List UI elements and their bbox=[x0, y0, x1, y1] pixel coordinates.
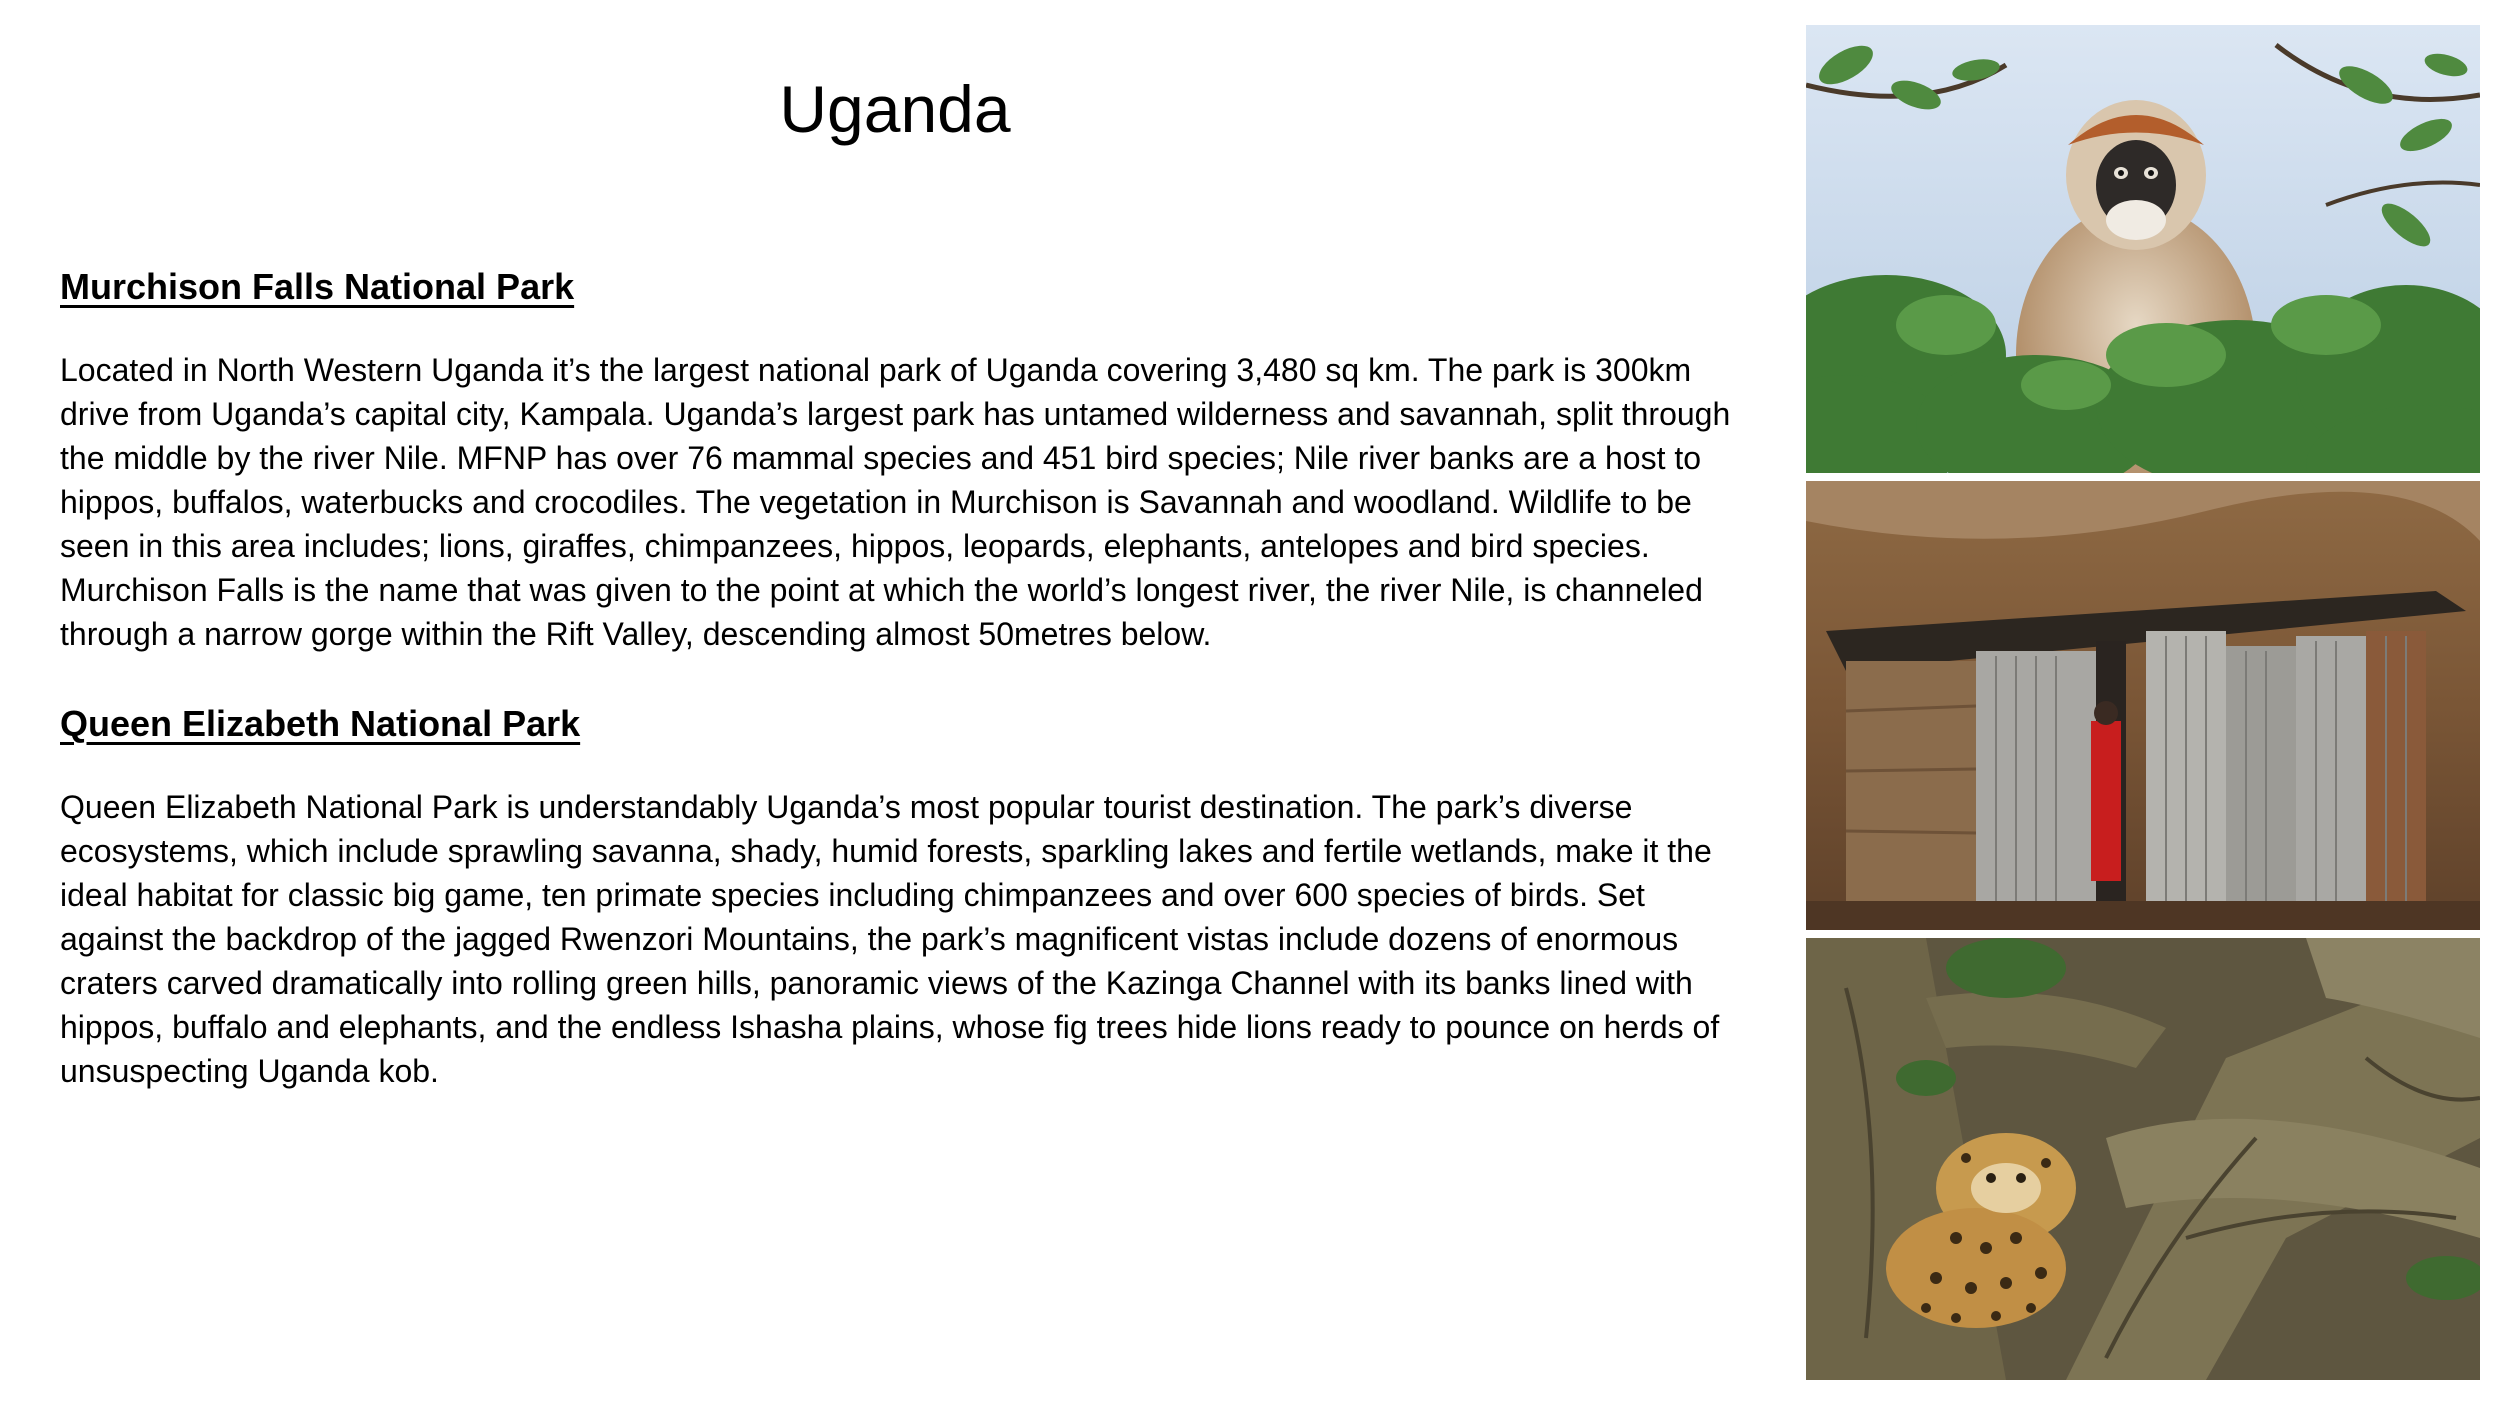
slide-title: Uganda bbox=[779, 72, 1011, 146]
photo-column bbox=[1806, 25, 2480, 1380]
monkey-photo bbox=[1806, 25, 2480, 473]
section-body-murchison: Located in North Western Uganda it’s the largest national park of Uganda covering 3,480 sq km. The park is 300km drive from Uganda’s capital city, Kampala. Uganda’s largest park has untamed wilderness and savannah, split through the middle by the river Nile. MFNP has over 76 mammal species and 451 bird species; Nile river banks are a host to hippos, buffalos, waterbucks and crocodiles. The vegetation in Murchison is Savannah and woodland. Wildlife to be seen in this area includes; lions, giraffes, chimpanzees, hippos, leopards, elephants, antelopes and bird species. Murchison Falls is the name that was given to the point at which the world’s longest river, the river Nile, is channeled through a narrow gorge within the Rift Valley, descending almost 50metres below. bbox=[60, 352, 1731, 653]
hut-photo bbox=[1806, 481, 2480, 930]
section-heading-queen-elizabeth: Queen Elizabeth National Park bbox=[60, 703, 581, 745]
section-heading-murchison: Murchison Falls National Park bbox=[60, 266, 575, 307]
leopard-photo-illustration bbox=[1806, 938, 2480, 1380]
hut-photo-illustration bbox=[1806, 481, 2480, 930]
section-body-queen-elizabeth: Queen Elizabeth National Park is understandably Uganda’s most popular tourist destination. The park’s diverse ecosystems, which include sprawling savanna, shady, humid forests, sparkling lakes and fertile wetlands, make it the ideal habitat for classic big game, ten primate species including chimpanzees and over 600 species of birds. Set against the backdrop of the jagged Rwenzori Mountains, the park’s magnificent vistas include dozens of enormous craters carved dramatically into rolling green hills, panoramic views of the Kazinga Channel with its banks lined with hippos, buffalo and elephants, and the endless Ishasha plains, whose fig trees hide lions ready to pounce on herds of unsuspecting Uganda kob. bbox=[60, 789, 1720, 1090]
monkey-photo-illustration bbox=[1806, 25, 2480, 473]
text-column bbox=[60, 265, 1740, 1139]
leopard-photo bbox=[1806, 938, 2480, 1380]
